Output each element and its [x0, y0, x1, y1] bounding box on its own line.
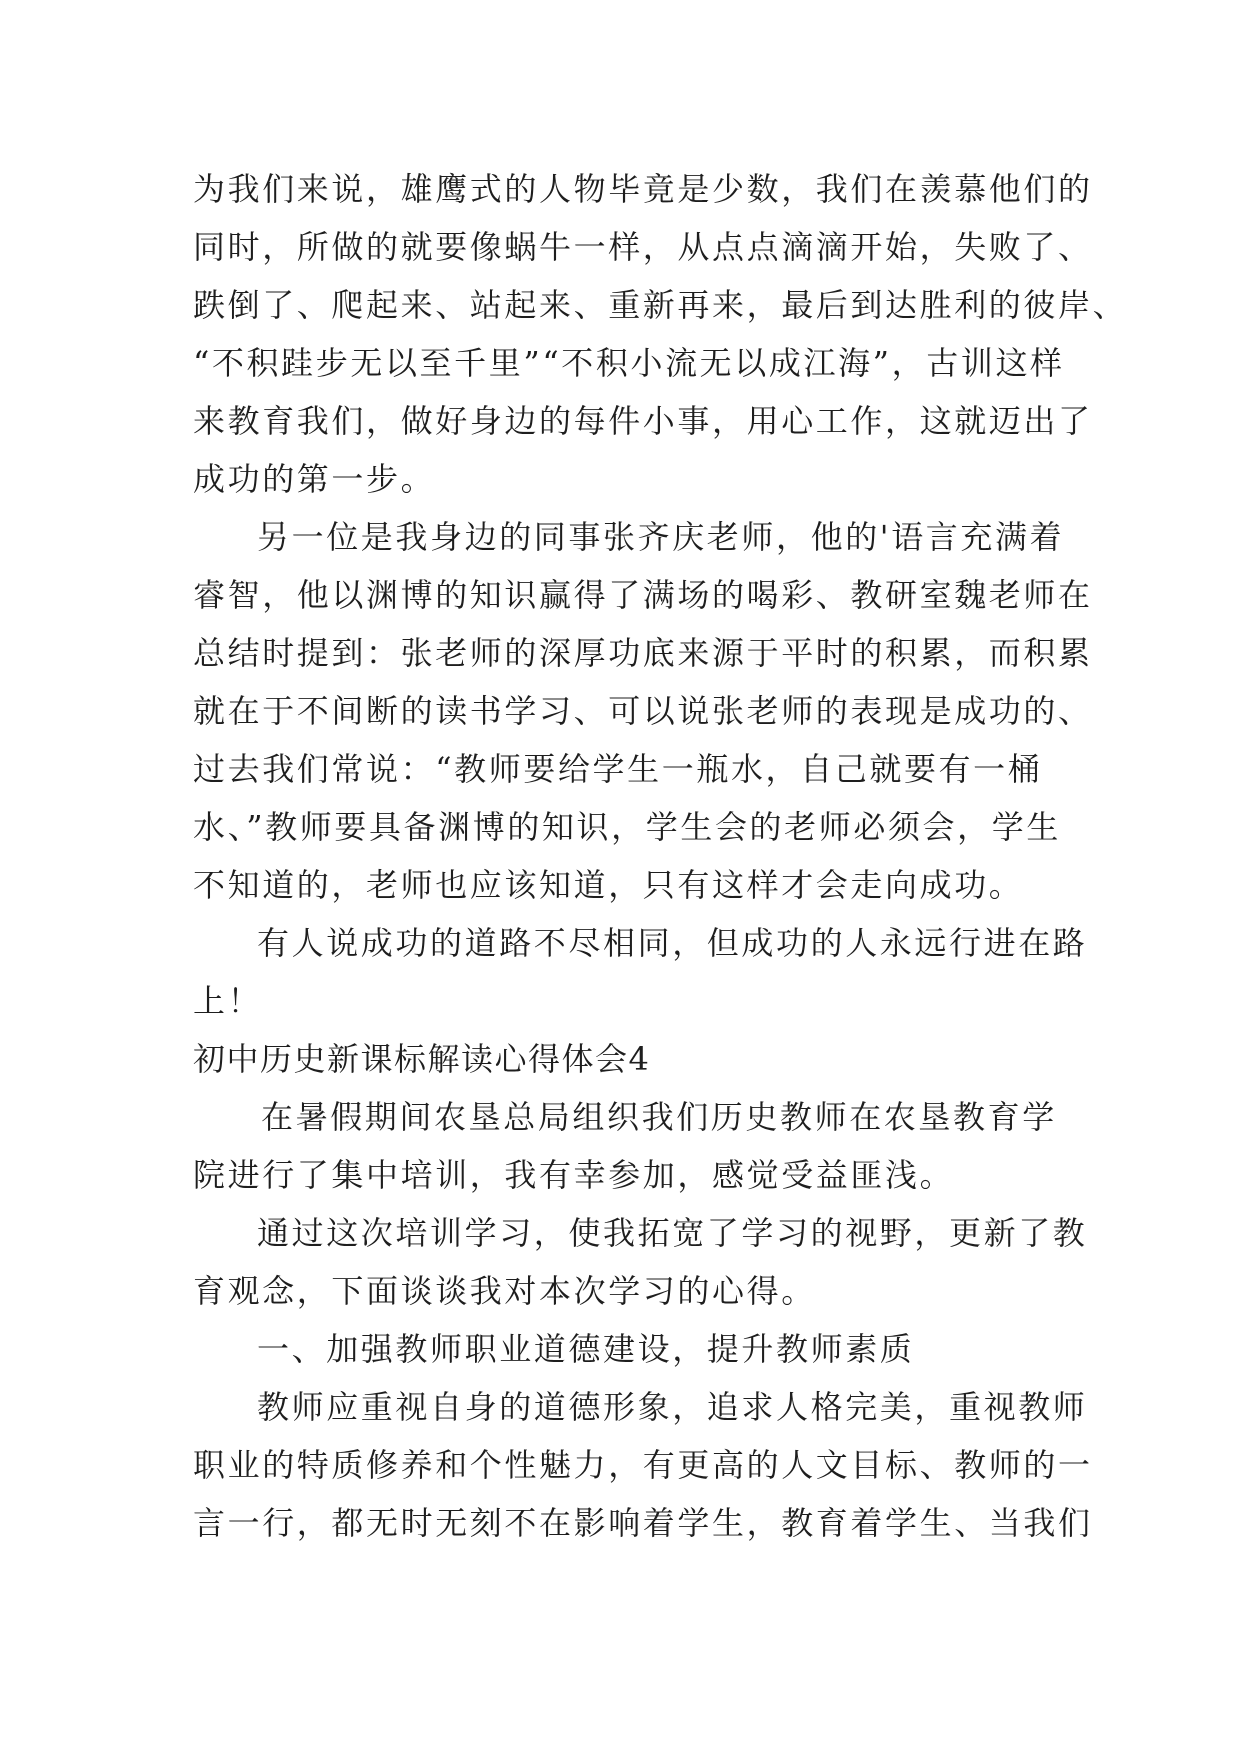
paragraph-first-line: 另一位是我身边的同事张齐庆老师，他的'语言充满着	[257, 518, 1065, 556]
text-line: “不积跬步无以至千里”“不积小流无以成江海”，古训这样	[193, 344, 1065, 382]
paragraph-first-line: 通过这次培训学习，使我拓宽了学习的视野，更新了教	[257, 1214, 1088, 1252]
paragraph-first-line: 教师应重视自身的道德形象，追求人格完美，重视教师	[257, 1388, 1088, 1426]
paragraph-first-line: 有人说成功的道路不尽相同，但成功的人永远行进在路	[257, 924, 1088, 962]
document-body	[193, 160, 1128, 1552]
paragraph-first-line: 在暑假期间农垦总局组织我们历史教师在农垦教育学	[261, 1098, 1057, 1136]
text-line: 育观念，下面谈谈我对本次学习的心得。	[193, 1272, 816, 1310]
text-line: 睿智，他以渊博的知识赢得了满场的喝彩、教研室魏老师在	[193, 576, 1093, 614]
text-line: 同时，所做的就要像蜗牛一样，从点点滴滴开始，失败了、	[193, 228, 1093, 266]
text-line: 院进行了集中培训，我有幸参加，感觉受益匪浅。	[193, 1156, 955, 1194]
section-heading: 初中历史新课标解读心得体会4	[193, 1040, 651, 1078]
text-line: 为我们来说，雄鹰式的人物毕竟是少数，我们在羡慕他们的	[193, 170, 1093, 208]
text-line: 职业的特质修养和个性魅力，有更高的人文目标、教师的一	[193, 1446, 1093, 1484]
text-line: 不知道的，老师也应该知道，只有这样才会走向成功。	[193, 866, 1024, 904]
text-line: 过去我们常说：“教师要给学生一瓶水，自己就要有一桶	[193, 750, 1043, 788]
text-line: 成功的第一步。	[193, 460, 436, 498]
text-line: 言一行，都无时无刻不在影响着学生，教育着学生、当我们	[193, 1504, 1093, 1542]
text-line: 跌倒了、爬起来、站起来、重新再来，最后到达胜利的彼岸、	[193, 286, 1128, 324]
text-line: 总结时提到：张老师的深厚功底来源于平时的积累，而积累	[193, 634, 1093, 672]
text-line: 来教育我们，做好身边的每件小事，用心工作，这就迈出了	[193, 402, 1093, 440]
text-line: 上！	[193, 982, 263, 1020]
subsection-heading: 一、加强教师职业道德建设，提升教师素质	[257, 1330, 915, 1368]
text-line: 水、”教师要具备渊博的知识，学生会的老师必须会，学生	[193, 808, 1061, 846]
text-line: 就在于不间断的读书学习、可以说张老师的表现是成功的、	[193, 692, 1093, 730]
